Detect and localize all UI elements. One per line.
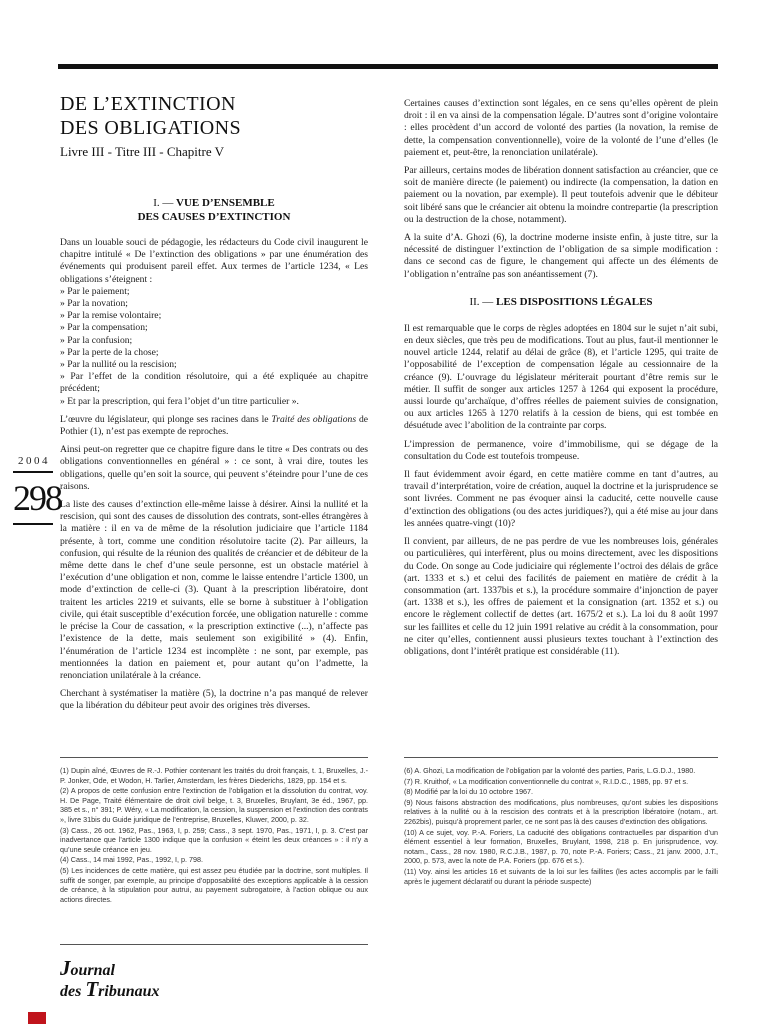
paragraph-ainsi: Ainsi peut-on regretter que ce chapitre figure dans le titre « Des contrats ou des obligations conventionnelles en général » : ce sont, à vrai dire, toutes les obligations, quelle qu’en soit la source, qui peuvent s’éteindre pour l’une de ces raisons. [60, 444, 368, 492]
list-item: » Par la confusion; [60, 334, 133, 346]
logo-word-des: des [60, 983, 86, 1000]
list-item: » Par le paiement; [60, 285, 130, 297]
paragraph-cherchant: Cherchant à systématiser la matière (5), la doctrine n’a pas manqué de relever que la libération du débiteur peut avoir des origines très diverses. [60, 688, 368, 712]
logo-initial-t: T [85, 977, 99, 1001]
page-number-box [13, 471, 61, 525]
paragraph-interpretation: Il faut évidemment avoir égard, en cette matière comme en tant d’autres, au travail d’interprétation, voire de création, auquel la doctrine et la jurisprudence se sont livrées. Comment ne pas évoquer ainsi la caducité, cette nouvelle cause d’extinction des obligations (ou des actes juridiques?), qui a été mise au jour dans les années quatre-vingt (10)? [404, 469, 718, 529]
paragraph-permanence: L’impression de permanence, voire d’immobilisme, qui se dégage de la consultation du Code est toutefois trompeuse. [404, 438, 718, 462]
footnote: (4) Cass., 14 mai 1992, Pas., 1992, I, p. 798. [60, 855, 204, 865]
footnote: (8) Modifié par la loi du 10 octobre 1967. [404, 787, 534, 797]
list-item: » Par l’effet de la condition résolutoire, qui a été expliquée au chapitre précédent; [60, 371, 368, 395]
footnote-rule-left [60, 757, 368, 758]
section-1-title-line-1: VUE D’ENSEMBLE [176, 197, 275, 209]
paragraph-liste: La liste des causes d’extinction elle-même laisse à désirer. Ainsi la nullité et la rescision, qui sont des causes de dissolution des contrats, sont-elles étrangères à la matière : il en va de même de la résolution judiciaire que l’article 1184 présente, à tort, comme une condition résolutoire tacite (2). Par ailleurs, la confusion, qui résulte de la réunion des qualités de créancier et de débiteur de la même dette dans le chef d’une seule personne, est un obstacle matériel à l’exécution d’une obligation et non, comme le laisse entendre l’article 1300, un mode d’extinction de celle-ci (3). Quant à la prescription libératoire, dont traitent les articles 2219 et suivants, elle se borne à substituer à l’obligation civile, qui était susceptible d’exécution forcée, une obligation naturelle : comme le précise la Cour de cassation, « la prescription extinctive (...), n’affecte pas l’existence de la dette, mais seulement son exigibilité » (4). Enfin, l’énumération de l’article 1234 est incomplète : ne sont, par exemple, pas mentionnées la dation en paiement et, pour autant qu’on l’admette, la renonciation unilatérale à la créance. [60, 499, 368, 681]
page-number: 298 [13, 478, 61, 518]
footnote: (11) Voy. ainsi les articles 16 et suivants de la loi sur les faillites (les actes accomplis par le failli après le jugement déclaratif ou durant la période suspecte) [404, 866, 718, 886]
list-item: » Par la nullité ou la rescision; [60, 359, 177, 371]
red-corner-mark [28, 1012, 46, 1024]
paragraph-oeuvre-end: de Pothier (1), n’est pas exempte de reproches. [60, 413, 368, 438]
section-2-number: II. — [469, 295, 494, 308]
paragraph-ghozi: A la suite d’A. Ghozi (6), la doctrine moderne insiste enfin, à juste titre, sur la nécessité de distinguer l’extinction de l’obligation de sa simple modification : dans ce second cas de figure, le changement qui affecte un des éléments de l’obligation n’entraîne pas son anéantissement (7). [404, 232, 718, 280]
paragraph-causes-legales: Certaines causes d’extinction sont légales, en ce sens qu’elles opèrent de plein droit : il en va ainsi de la compensation légale. D’autres sont d’origine volontaire : elles procèdent d’un accord de volonté des parties (la novation, la remise de dette, la compensation conventionnelle), voire de la volonté de l’une d’elles (le paiement et, peut-être, la renonciation unilatérale). [404, 98, 718, 158]
page-title-line-1: DE L’EXTINCTION [60, 93, 236, 115]
paragraph-oeuvre-start: L’œuvre du législateur, qui plonge ses racines dans le [60, 413, 272, 425]
section-2-title: LES DISPOSITIONS LÉGALES [496, 295, 653, 308]
paragraph-lois: Il convient, par ailleurs, de ne pas perdre de vue les nombreuses lois, générales ou particulières, qui interfèrent, plus ou moins directement, avec les dispositions du Code. On songe au Code judiciaire qui réglemente l’octroi des délais de grâce (art. 1333 et s.) et celui des facilités de paiement en matière de crédit à la consommation (art. 1337bis et s.), la procédure sommaire d’injonction de payer (art. 1338 et s.), les offres de paiement et la consignation (art. 1352 et s.) ou encore le règlement collectif de dettes (art. 1675/2 et s.). La loi du 8 août 1997 sur les faillites et celle du 12 juin 1991 relative au crédit à la consommation, pour ne citer qu’elles, contiennent aussi plusieurs textes touchant à l’extinction des obligations, dont l’intérêt pratique est considérable (11). [404, 536, 718, 657]
top-rule [58, 64, 718, 69]
section-1-title-line-2: DES CAUSES D’EXTINCTION [137, 211, 291, 223]
footnotes-left [60, 766, 368, 905]
extinction-list [60, 286, 368, 408]
paragraph-oeuvre [60, 414, 368, 438]
footnote: (5) Les incidences de cette matière, qui est assez peu étudiée par la doctrine, sont multiples. Il suffit de songer, par exemple, au principe d’opposabilité des exceptions applicable à la cession de créance, à la stipulation pour autrui, au payement subrogatoire, à l’action oblique ou aux actions directes. [60, 865, 368, 904]
footnote-rule-right [404, 757, 718, 758]
list-item: » Par la remise volontaire; [60, 310, 162, 322]
margin-year: 2004 [18, 455, 50, 467]
intro-paragraph: Dans un louable souci de pédagogie, les rédacteurs du Code civil inaugurent le chapitre intitulé « De l’extinction des obligations » par une énumération des événements qui produisent pareil effet. Aux termes de l’article 1234, « Les obligations s’éteignent : [60, 237, 368, 285]
logo-word-ournal: ournal [70, 962, 115, 979]
journal-logo [60, 956, 160, 1001]
footnote: (2) A propos de cette confusion entre l’extinction de l’obligation et la dissolution du contrat, voy. H. De Page, Traité élémentaire de droit civil belge, t. 3, Bruxelles, Bruylant, 3e éd., 1967, pp. 385 et s., n° 391; P. Wéry, « La modification, la cession, la suspension et l’extinction des contrats », livre 31bis du Guide juridique de l’entreprise, Bruxelles, Kluwer, 2000, p. 32. [60, 786, 368, 824]
list-item: » Et par la prescription, qui fera l’objet d’un titre particulier ». [60, 395, 299, 407]
footnote: (3) Cass., 26 oct. 1962, Pas., 1963, I, p. 259; Cass., 3 sept. 1970, Pas., 1971, I, p. 3. C’est par inadvertance que l’article 1300 indique que la confusion « éteint les deux créances » : il n’y a qu’une seule créance en jeu. [60, 825, 368, 854]
page-title-line-2: DES OBLIGATIONS [60, 117, 241, 139]
footnote: (6) A. Ghozi, La modification de l’obligation par la volonté des parties, Paris, L.G.D.J., 1980. [404, 766, 696, 775]
section-heading-2 [404, 295, 718, 309]
page-subtitle: Livre III - Titre III - Chapitre V [60, 144, 225, 159]
section-1-number: I. — [153, 197, 174, 209]
section-heading-1 [60, 196, 368, 224]
footnote: (10) A ce sujet, voy. P.-A. Foriers, La caducité des obligations contractuelles par disparition d’un élément essentiel à leur formation, Bruxelles, Bruylant, 1998, 218 p. En jurisprudence, voy. notam., Cass., 28 nov. 1980, R.C.J.B., 1987, p. 70, note P.-A. Foriers; Cass., 21 janv. 2000, J.T., 2000, p. 573, avec la note de P.A. Foriers (pp. 676 et s.). [404, 827, 718, 866]
logo-divider [60, 944, 368, 945]
logo-initial-j: J [60, 956, 71, 980]
paragraph-modes-liberation: Par ailleurs, certains modes de libération donnent satisfaction au créancier, que ce soit de manière directe (le paiement) ou indirecte (la compensation, la dation en paiement ou la novation, par exemple). Il peut toutefois advenir que le débiteur soit libéré sans que le créancier ait obtenu la moindre contrepartie (la prescription ou la destruction de la chose, notamment). [404, 165, 718, 225]
footnote: (7) R. Kruithof, « La modification conventionnelle du contrat », R.I.D.C., 1985, pp. 97 et s. [404, 776, 689, 786]
list-item: » Par la perte de la chose; [60, 346, 159, 358]
list-item: » Par la novation; [60, 298, 128, 310]
paragraph-corps-regles: Il est remarquable que le corps de règles adoptées en 1804 sur le sujet n’ait subi, en deux siècles, que très peu de modifications. Tout au plus, faut-il mentionner le nouvel article 1244, relatif au délai de grâce (8), et l’article 1295, qui traite de l’opposabilité de l’exception de compensation légale au cessionnaire de la créance (9). L’ouvrage du législateur mériterait pourtant d’être remis sur le métier. Il suffit de songer aux articles 1257 à 1264 qui exposent la procédure, aussi lourde qu’archaïque, d’offres réelles de paiement suivies de consignation, ou aux articles 1265 à 1270 relatifs à la cession de biens, qui est tombée en désuétude avec l’abolition de la contrainte par corps. [404, 322, 718, 432]
footnote: (9) Nous faisons abstraction des modifications, plus nombreuses, qu’ont subies les dispositions relatives à la nullité ou à la rescision des contrats et à la prescription libératoire (notam., art. 2262bis), puisqu’à proprement parler, ce ne sont pas là des causes d’extinction des obligations. [404, 797, 718, 826]
left-column [60, 237, 368, 719]
footnotes-right [404, 766, 718, 887]
list-item: » Par la compensation; [60, 322, 148, 334]
title-block [60, 92, 380, 160]
footnote: (1) Dupin aîné, Œuvres de R.-J. Pothier contenant les traités du droit français, t. 1, Bruxelles, J.-P. Jonker, Ode, et Wodon, H. Tarlier, Amsterdam, les frères Diederichs, 1829, pp. 154 et s. [60, 766, 368, 785]
right-column [404, 98, 718, 664]
paragraph-oeuvre-title: Traité des obligations [271, 413, 357, 425]
logo-word-ribunaux: ribunaux [98, 983, 160, 1000]
